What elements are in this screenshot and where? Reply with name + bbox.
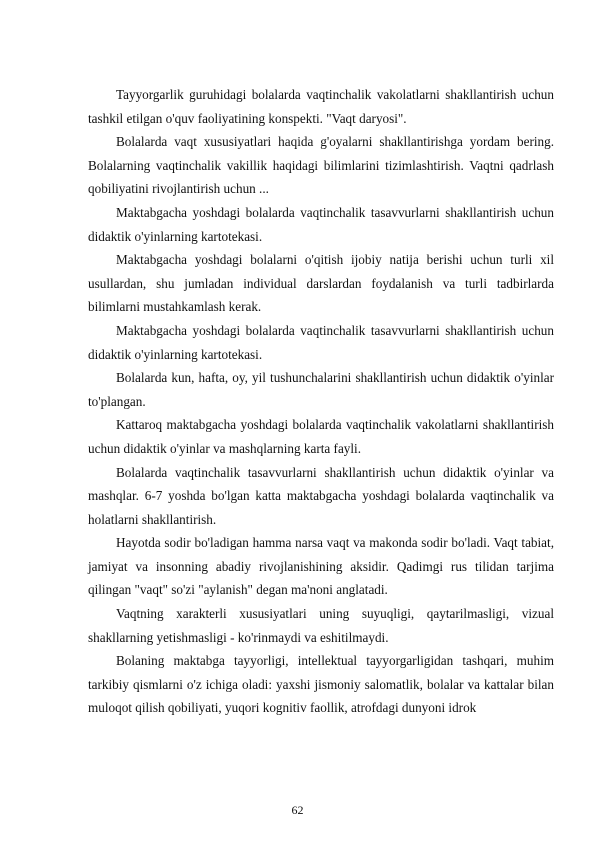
paragraph-11: Bolaning maktabga tayyorligi, intellektual tayyorgarligidan tashqari, muhim tarkibiy qismlarni o'z ichiga oladi: yaxshi jismoniy salomatlik, bolalar va kattalar bilan muloqot qilish qobiliyati, yuqori kognitiv faollik, atrofdagi dunyoni idrok	[88, 653, 554, 716]
paragraph-7: Kattaroq maktabgacha yoshdagi bolalarda vaqtinchalik vakolatlarni shakllantirish uchun didaktik o'yinlar va mashqlarning karta fayli.	[88, 417, 554, 456]
page-number: 62	[291, 803, 304, 817]
paragraph-5: Maktabgacha yoshdagi bolalarda vaqtinchalik tasavvurlarni shakllantirish uchun didaktik o'yinlarning kartotekasi.	[88, 322, 554, 362]
paragraph-1: Tayyorgarlik guruhidagi bolalarda vaqtinchalik vakolatlarni shakllantirish uchun tashkil etilgan o'quv faoliyatining konspekti. "Vaqt daryosi".	[88, 87, 554, 126]
paragraph-4: Maktabgacha yoshdagi bolalarni o'qitish ijobiy natija berishi uchun turli xil usullardan, shu jumladan individual darslardan foydalanish va turli tadbirlarda bilimlarni mustahkamlash kerak.	[88, 252, 554, 315]
paragraph-9: Hayotda sodir bo'ladigan hamma narsa vaqt va makonda sodir bo'ladi. Vaqt tabiat, jamiyat va insonning abadiy rivojlanishining aksidir. Qadimgi rus tilidan tarjima qilingan "vaqt" so'zi "aylanish" degan ma'noni anglatadi.	[88, 535, 554, 598]
paragraph-6: Bolalarda kun, hafta, oy, yil tushunchalarini shakllantirish uchun didaktik o'yinlar to'plangan.	[88, 370, 554, 409]
paragraph-8: Bolalarda vaqtinchalik tasavvurlarni shakllantirish uchun didaktik o'yinlar va mashqlar. 6-7 yoshda bo'lgan katta maktabgacha yoshdagi bolalarda vaqtinchalik va holatlarni shakllantirish.	[88, 464, 554, 527]
paragraph-3: Maktabgacha yoshdagi bolalarda vaqtinchalik tasavvurlarni shakllantirish uchun didaktik o'yinlarning kartotekasi.	[88, 204, 554, 244]
paragraph-2: Bolalarda vaqt xususiyatlari haqida g'oyalarni shakllantirishga yordam bering. Bolalarning vaqtinchalik vakillik haqidagi bilimlarini tizimlashtirish. Vaqtni qadrlash qobiliyatini rivojlantirish uchun ...	[88, 134, 554, 197]
body-text	[88, 83, 554, 720]
paragraph-10: Vaqtning xarakterli xususiyatlari uning suyuqligi, qaytarilmasligi, vizual shakllarning yetishmasligi - ko'rinmaydi va eshitilmaydi.	[88, 606, 554, 645]
